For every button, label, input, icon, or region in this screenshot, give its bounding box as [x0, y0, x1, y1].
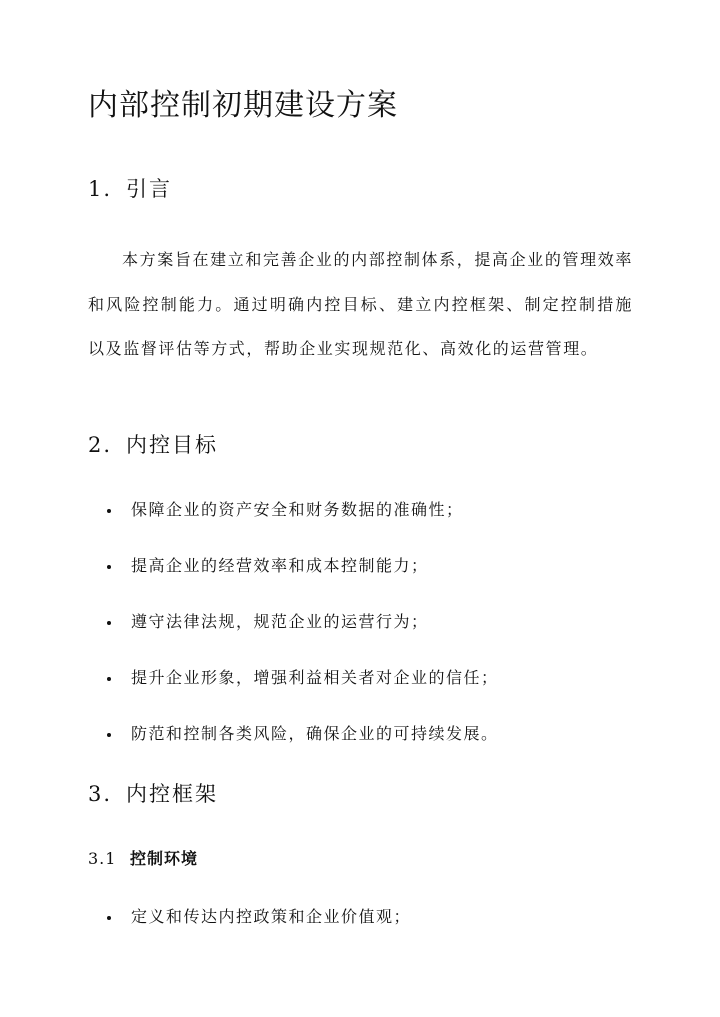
- list-item-text: 保障企业的资产安全和财务数据的准确性；: [131, 500, 464, 519]
- section-heading-framework: [88, 779, 218, 809]
- section-heading-introduction: [88, 174, 172, 204]
- bullet-dot-icon: [107, 677, 111, 681]
- subsection-title: 控制环境: [130, 849, 199, 868]
- section-number: 2.: [88, 433, 113, 457]
- section-title: 引言: [126, 177, 172, 201]
- document-title: 内部控制初期建设方案: [88, 88, 398, 123]
- bullet-dot-icon: [107, 916, 111, 920]
- list-item: [88, 496, 648, 552]
- bullet-dot-icon: [107, 621, 111, 625]
- introduction-paragraph: 本方案旨在建立和完善企业的内部控制体系，提高企业的管理效率和风险控制能力。通过明确内控目标、建立内控框架、制定控制措施以及监督评估等方式，帮助企业实现规范化、高效化的运营管理。: [88, 250, 633, 358]
- list-item: [88, 903, 648, 959]
- list-item: [88, 552, 648, 608]
- section-heading-objectives: [88, 430, 218, 460]
- section-title: 内控目标: [126, 433, 218, 457]
- bullet-dot-icon: [107, 509, 111, 513]
- list-item-text: 遵守法律法规，规范企业的运营行为；: [131, 612, 429, 631]
- list-item: [88, 664, 648, 720]
- objectives-list: [88, 496, 648, 776]
- list-item: [88, 608, 648, 664]
- control-environment-list: [88, 903, 648, 959]
- subsection-number: 3.1: [88, 849, 117, 868]
- list-item-text: 提高企业的经营效率和成本控制能力；: [131, 556, 429, 575]
- section-number: 1.: [88, 177, 113, 201]
- bullet-dot-icon: [107, 733, 111, 737]
- list-item: [88, 720, 648, 776]
- subsection-heading-control-environment: [88, 847, 198, 871]
- section-title: 内控框架: [126, 782, 218, 806]
- list-item-text: 提升企业形象，增强利益相关者对企业的信任；: [131, 668, 499, 687]
- list-item-text: 防范和控制各类风险，确保企业的可持续发展。: [131, 724, 499, 743]
- list-item-text: 定义和传达内控政策和企业价值观；: [131, 907, 412, 926]
- bullet-dot-icon: [107, 565, 111, 569]
- section-number: 3.: [88, 782, 113, 806]
